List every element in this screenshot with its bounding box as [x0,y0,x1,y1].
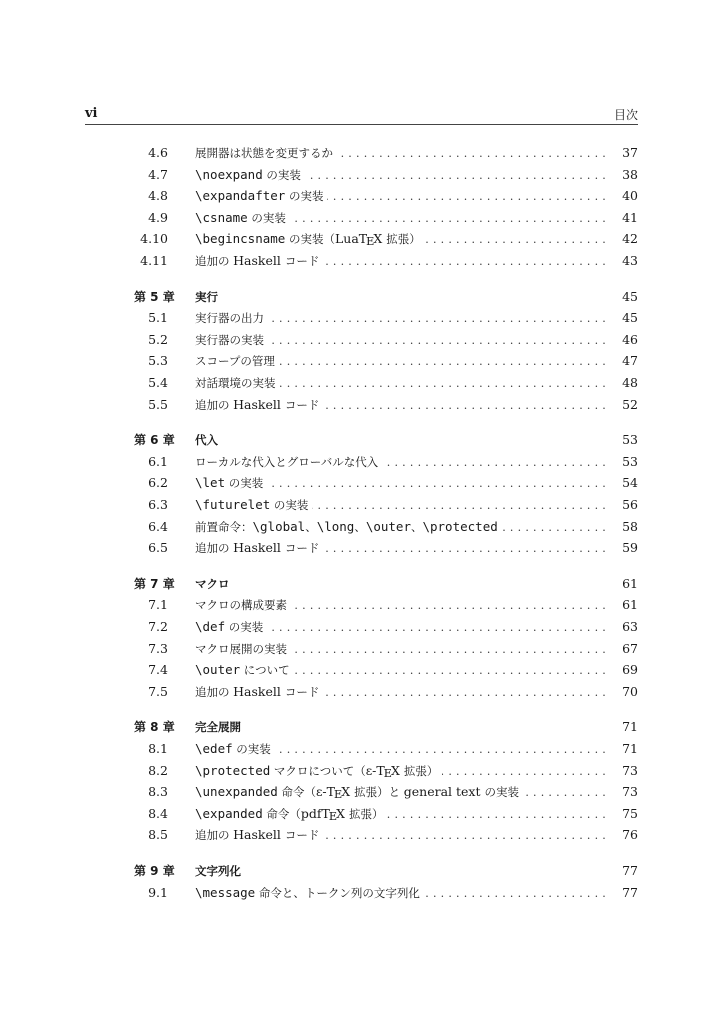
toc-chapter-entry[interactable] [0,574,724,594]
toc-section-entry[interactable] [0,208,724,228]
toc-entry-title [195,287,218,307]
toc-entry-number: 第 7 章 [134,576,175,591]
toc-entry-number: 5.5 [148,396,168,412]
toc-entry-number: 6.4 [148,518,168,534]
toc-entry-number: 5.3 [148,353,168,369]
toc-title-part: 拡張） [403,763,439,778]
toc-entry-page: 37 [622,145,638,160]
toc-entry-number: 5.1 [148,310,168,326]
toc-section-entry[interactable] [0,538,724,558]
toc-title-part: LuaT [334,231,368,247]
toc-title-part: pdfT [300,805,330,821]
toc-section-entry[interactable] [0,782,724,802]
toc-entry-number: 6.3 [148,497,168,512]
toc-title-part: 拡張） [348,806,384,821]
toc-entry-page: 56 [622,497,638,512]
toc-title-part: の実装 [262,167,301,182]
toc-entry-title [195,251,319,271]
toc-entry-title [195,595,287,615]
dot-leader [267,474,610,494]
toc-title-part: \outer [365,518,411,534]
toc-title-part: \global [252,518,306,534]
toc-section-entry[interactable] [0,473,724,493]
toc-entry-number: 8.1 [148,741,168,756]
dot-leader [387,805,610,825]
dot-leader [291,640,610,660]
toc-entry-title [195,308,264,328]
toc-entry-page: 45 [622,288,638,304]
toc-title-part: 実行器の実装 [195,332,264,347]
toc-entry-page: 38 [622,166,638,182]
toc-entry-title [195,430,218,450]
toc-entry-page: 45 [622,310,638,326]
toc-section-entry[interactable] [0,395,724,415]
toc-section-entry[interactable] [0,373,724,393]
toc-title-part: 命令と、トークン列の文字列化 [255,885,420,900]
toc-title-part: \expandafter [195,188,286,204]
toc-title-part: 追加の [195,254,234,268]
toc-title-part: の実装 [225,620,264,634]
toc-title-part: 追加の [195,684,234,699]
dot-leader [305,166,610,186]
toc-entry-number: 6.5 [148,540,168,556]
toc-section-entry[interactable] [0,682,724,702]
toc-title-part: \edef [195,741,233,756]
toc-title-part: 完全展開 [195,720,241,735]
toc-entry-page: 77 [622,884,638,900]
toc-entry-number: 6.1 [148,453,168,469]
toc-title-part: 、 [305,519,317,534]
toc-entry-page: 75 [622,805,638,821]
toc-section-entry[interactable] [0,229,724,249]
toc-entry-title [195,208,286,228]
toc-title-part: の実装 [270,498,309,512]
toc-entry-number: 7.4 [148,662,168,678]
dot-leader [425,230,610,250]
toc-entry-page: 54 [622,475,638,491]
toc-title-part: \let [195,475,226,491]
toc-title-part: E [334,788,343,802]
toc-title-part: X [336,805,349,821]
toc-title-part: 追加の [195,828,234,843]
toc-section-entry[interactable] [0,186,724,206]
toc-entry-number: 5.2 [148,331,168,347]
toc-title-part: \long [316,518,355,534]
toc-title-part: マクロについて（ [270,763,366,778]
toc-entry-page: 71 [622,719,638,735]
toc-entry-number: 第 6 章 [134,433,175,448]
toc-entry-page: 48 [622,375,638,390]
toc-section-entry[interactable] [0,351,724,371]
toc-title-part: general text [403,784,485,800]
toc-entry-title [195,186,323,206]
dot-leader [268,309,610,329]
toc-section-entry[interactable] [0,495,724,515]
toc-entry-title [195,143,333,163]
toc-entry-title [195,395,319,415]
toc-entry-page: 61 [622,597,638,613]
dot-leader [323,396,610,416]
toc-entry-page: 46 [622,331,638,347]
toc-entry-title [195,617,263,637]
toc-title-part: コード [284,254,320,268]
dot-leader [323,539,610,559]
dot-leader [290,209,610,229]
toc-title-part: \csname [195,209,248,225]
toc-entry-page: 71 [622,741,638,756]
toc-title-part: E [383,766,392,780]
toc-entry-page: 70 [622,683,638,699]
toc-section-entry[interactable] [0,739,724,759]
dot-leader [382,453,610,473]
toc-entry-page: 63 [622,619,638,634]
toc-entry-page: 73 [622,762,638,778]
toc-title-part: 命令（ [277,785,316,800]
dot-leader [267,618,610,638]
dot-leader [502,518,610,538]
toc-entry-page: 53 [622,432,638,448]
toc-entry-number: 4.7 [148,166,168,182]
toc-title-part: の実装 [232,742,271,756]
toc-entry-title [195,495,308,515]
toc-title-part: の実装 [225,476,264,491]
toc-title-part: 命令（ [262,806,301,821]
toc-title-part: 追加の [195,397,234,412]
toc-title-part: マクロ [195,576,230,591]
page-number: vi [85,106,98,121]
toc-chapter-entry[interactable] [0,717,724,737]
toc-title-part: コード [284,541,320,556]
toc-title-part: マクロ展開の実装 [195,641,287,656]
toc-title-part: ε-T [315,784,335,800]
toc-title-part: 代入 [195,433,218,448]
toc-section-entry[interactable] [0,883,724,903]
toc-entry-number: 4.10 [140,231,168,247]
toc-section-entry[interactable] [0,639,724,659]
toc-section-entry[interactable] [0,825,724,845]
toc-entry-title [195,825,319,845]
toc-chapter-entry[interactable] [0,861,724,881]
toc-title-part: \futurelet [195,497,271,512]
toc-title-part: 対話環境の実装 [195,376,276,390]
running-title: 目次 [613,108,638,122]
toc-section-entry[interactable] [0,595,724,615]
toc-title-part: Haskell [233,396,285,412]
toc-entry-page: 69 [622,662,638,678]
toc-entry-page: 58 [622,518,638,534]
toc-title-part: コード [284,828,320,843]
toc-title-part: 実行器の出力 [195,311,264,326]
toc-title-part: 拡張） [386,232,421,247]
toc-section-entry[interactable] [0,143,724,163]
toc-section-entry[interactable] [0,804,724,824]
toc-title-part: E [328,809,338,823]
toc-section-entry[interactable] [0,330,724,350]
toc-entry-title [195,782,519,803]
dot-leader [280,374,611,394]
toc-title-part: の実装 [247,210,286,225]
toc-entry-page: 52 [622,396,638,412]
toc-entry-title [195,717,241,737]
toc-chapter-entry[interactable] [0,287,724,307]
toc-title-part: \expanded [195,805,263,821]
toc-entry-title [195,373,276,393]
toc-entry-number: 5.4 [148,375,168,390]
toc-title-part: について [240,663,290,678]
dot-leader [268,331,610,351]
toc-entry-page: 76 [622,827,638,843]
toc-entry-number: 第 9 章 [134,864,175,878]
toc-entry-title [195,682,319,702]
toc-title-part: 、 [354,519,366,534]
toc-title-part: Haskell [233,540,285,556]
toc-entry-page: 41 [622,209,638,225]
toc-entry-title [195,883,420,903]
toc-entry-number: 8.2 [148,762,168,778]
toc-title-part: ε-T [365,762,385,778]
dot-leader [523,783,610,803]
toc-section-entry[interactable] [0,617,724,637]
toc-entry-title [195,517,498,537]
toc-entry-title [195,804,383,825]
toc-entry-title [195,452,378,472]
dot-leader [312,496,610,516]
toc-title-part: \outer [195,662,241,678]
toc-entry-number: 8.5 [148,827,168,843]
toc-title-part: 拡張）と [354,785,404,800]
toc-entry-title [195,473,263,493]
toc-entry-title [195,639,287,659]
toc-section-entry[interactable] [0,308,724,328]
toc-title-part: 展開器は状態を変更するか [195,146,333,160]
toc-entry-page: 47 [622,353,638,369]
toc-title-part: 前置命令： [195,519,253,534]
toc-entry-number: 7.2 [148,619,168,634]
toc-entry-title [195,660,290,680]
toc-entry-title [195,861,241,881]
toc-entry-title [195,330,264,350]
toc-entry-title [195,739,271,759]
toc-title-part: \unexpanded [195,784,278,800]
toc-section-entry[interactable] [0,660,724,680]
toc-title-part: Haskell [233,827,285,843]
toc-entry-number: 7.1 [148,597,168,613]
toc-entry-number: 8.3 [148,784,168,800]
toc-entry-number: 8.4 [148,805,168,821]
toc-title-part: Haskell [233,253,285,268]
toc-entry-number: 4.6 [148,145,168,160]
toc-entry-number: 第 8 章 [134,720,175,735]
toc-title-part: X [390,762,404,778]
toc-entry-number: 4.8 [148,188,168,204]
toc-chapter-entry[interactable] [0,430,724,450]
toc-entry-number: 4.9 [148,209,168,225]
toc-title-part: マクロの構成要素 [195,598,287,613]
toc-title-part: \def [195,619,226,634]
toc-entry-page: 77 [622,863,638,878]
toc-section-entry[interactable] [0,165,724,185]
dot-leader [337,144,610,164]
dot-leader [291,596,610,616]
toc-title-part: \noexpand [195,166,263,182]
toc-entry-page: 43 [622,253,638,268]
toc-entry-number: 7.3 [148,640,168,656]
toc-title-part: E [366,235,375,249]
dot-leader [327,187,610,207]
dot-leader [323,683,610,703]
toc-entry-page: 61 [622,575,638,591]
toc-entry-title [195,165,301,185]
dot-leader [442,762,610,782]
toc-entry-page: 73 [622,784,638,800]
toc-title-part: ローカルな代入とグローバルな代入 [195,454,379,469]
toc-title-part: 、 [410,519,423,534]
dot-leader [279,352,610,372]
toc-title-part: \message [195,884,256,900]
toc-title-part: X [373,231,387,247]
dot-leader [275,740,610,760]
toc-title-part: コード [284,397,320,412]
toc-entry-title [195,351,275,371]
toc-section-entry[interactable] [0,251,724,271]
dot-leader [424,884,610,904]
toc-title-part: の実装（ [285,232,335,247]
dot-leader [323,826,610,846]
toc-title-part: \protected [422,518,498,534]
toc-title-part: の実装 [285,189,324,204]
toc-title-part: 追加の [195,541,234,556]
toc-entry-number: 7.5 [148,683,168,699]
toc-entry-title [195,229,421,250]
toc-title-part: Haskell [233,683,285,699]
toc-title-part: \protected [195,762,271,778]
running-header [85,106,638,125]
toc-title-part: \begincsname [195,231,286,247]
toc-title-part: の実装 [484,785,519,800]
toc-entry-title [195,574,230,594]
toc-entry-number: 第 5 章 [134,289,175,304]
toc-entry-number: 6.2 [148,475,168,491]
toc-entry-title [195,538,319,558]
toc-section-entry[interactable] [0,761,724,781]
toc-entry-title [195,761,438,782]
dot-leader [323,252,610,272]
toc-entry-number: 4.11 [140,253,168,268]
toc-title-part: 実行 [195,289,218,304]
toc-entry-page: 42 [622,231,638,247]
toc-title-part: 文字列化 [195,864,241,878]
toc-title-part: コード [284,684,320,699]
dot-leader [294,661,610,681]
toc-entry-number: 9.1 [148,884,168,900]
toc-entry-page: 53 [622,453,638,469]
toc-entry-page: 67 [622,640,638,656]
toc-entry-page: 59 [622,540,638,556]
toc-section-entry[interactable] [0,452,724,472]
toc-title-part: スコープの管理 [195,354,275,369]
toc-section-entry[interactable] [0,517,724,537]
toc-entry-page: 40 [622,188,638,204]
toc-title-part: X [341,784,355,800]
